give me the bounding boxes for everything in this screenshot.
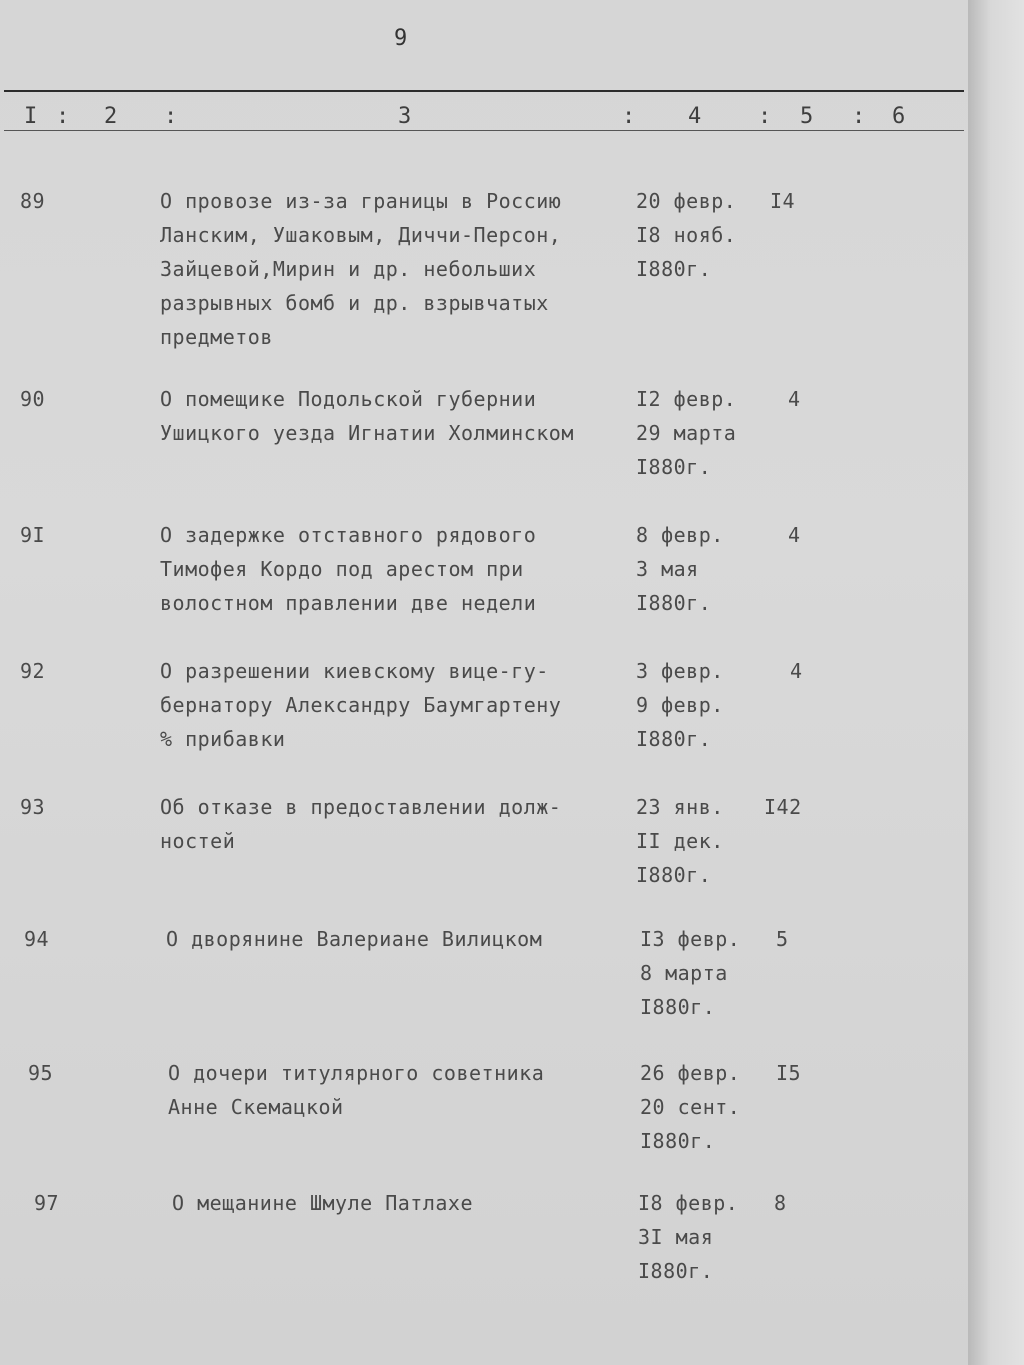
entry-dates: I3 февр. 8 марта I880г. [640, 927, 741, 1019]
column-separator: : [56, 104, 70, 129]
entry-description: О провозе из-за границы в Россию Ланским, Ушаковым, Диччи-Персон, Зайцевой,Мирин и др. небольших разрывных бомб и др. взрывчатых предметов [160, 189, 562, 349]
entry-number: 9I [20, 523, 46, 547]
entry-number: 92 [20, 659, 46, 683]
entry-sheet-count: I42 [764, 795, 802, 819]
entry-description: О помещике Подольской губернии Ушицкого уезда Игнатии Холминском [160, 387, 574, 445]
column-header-1: I [24, 104, 38, 129]
entry-dates: 23 янв. II дек. I880г. [636, 795, 724, 887]
entry-number: 94 [24, 927, 50, 951]
column-header-2: 2 [104, 104, 118, 129]
entry-sheet-count: 8 [774, 1191, 787, 1215]
column-separator: : [852, 104, 866, 129]
entry-sheet-count: 4 [788, 523, 801, 547]
column-header-3: 3 [398, 104, 412, 129]
entry-sheet-count: 4 [788, 387, 801, 411]
header-bottom-rule [4, 130, 964, 131]
entry-dates: 8 февр. 3 мая I880г. [636, 523, 724, 615]
entry-description: О задержке отставного рядового Тимофея Кордо под арестом при волостном правлении две недели [160, 523, 537, 615]
entry-number: 95 [28, 1061, 54, 1085]
entry-description: О дочери титулярного советника Анне Скемацкой [168, 1061, 545, 1119]
entry-number: 97 [34, 1191, 60, 1215]
entry-description: О мещанине Шмуле Патлахе [172, 1191, 473, 1215]
column-header-4: 4 [688, 104, 702, 129]
column-separator: : [164, 104, 178, 129]
column-separator: : [622, 104, 636, 129]
entry-sheet-count: 5 [776, 927, 789, 951]
entry-description: О дворянине Валериане Вилицком [166, 927, 543, 951]
entry-dates: I2 февр. 29 марта I880г. [636, 387, 737, 479]
column-header-6: 6 [892, 104, 906, 129]
column-header-5: 5 [800, 104, 814, 129]
entry-number: 90 [20, 387, 46, 411]
entry-sheet-count: 4 [790, 659, 803, 683]
page-number: 9 [394, 26, 408, 51]
entry-number: 89 [20, 189, 46, 213]
entry-dates: 26 февр. 20 сент. I880г. [640, 1061, 741, 1153]
entry-dates: 3 февр. 9 февр. I880г. [636, 659, 724, 751]
entry-sheet-count: I4 [770, 189, 796, 213]
entry-description: О разрешении киевскому вице-гу- бернатору Александру Баумгартену % прибавки [160, 659, 562, 751]
entry-dates: I8 февр. 3I мая I880г. [638, 1191, 739, 1283]
entry-number: 93 [20, 795, 46, 819]
entry-description: Об отказе в предоставлении долж- ностей [160, 795, 562, 853]
entry-dates: 20 февр. I8 нояб. I880г. [636, 189, 737, 281]
next-page-edge [968, 0, 1024, 1365]
header-top-rule [4, 90, 964, 92]
entry-sheet-count: I5 [776, 1061, 802, 1085]
column-separator: : [758, 104, 772, 129]
